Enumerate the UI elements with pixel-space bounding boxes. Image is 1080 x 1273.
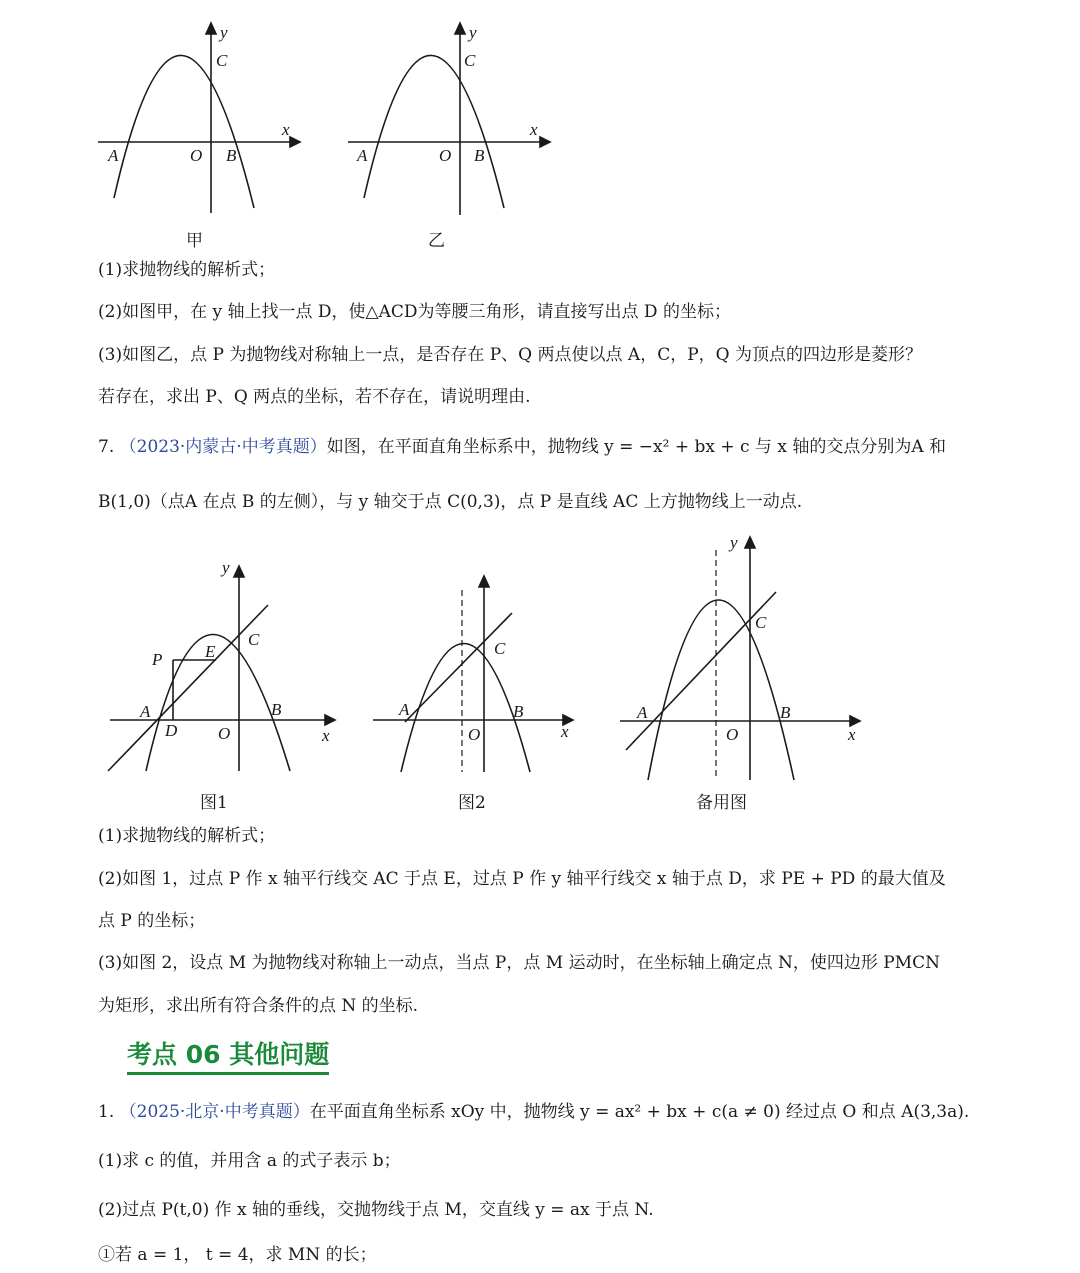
q1-part2-sub1: ①若 a = 1， t = 4，求 MN 的长；	[98, 1245, 377, 1265]
q7-part1: (1)求抛物线的解析式；	[98, 826, 276, 846]
label-O: O	[218, 724, 231, 743]
figure-q7-spare	[610, 530, 870, 782]
parabola	[114, 55, 254, 208]
q6-part3-line1: (3)如图乙，点 P 为抛物线对称轴上一点，是否存在 P、Q 两点使以点 A，C，P，Q 为顶点的四边形是菱形？	[98, 345, 922, 365]
line-AC	[626, 592, 776, 750]
line-AC	[405, 613, 512, 722]
label-C: C	[494, 639, 506, 658]
label-B: B	[226, 146, 237, 165]
label-D: D	[165, 721, 178, 740]
figure-q7-1	[100, 553, 350, 783]
label-y: y	[220, 23, 228, 42]
label-A: A	[140, 702, 151, 721]
label-O: O	[190, 146, 203, 165]
q6-part2: (2)如图甲，在 y 轴上找一点 D，使△ACD为等腰三角形，请直接写出点 D 的坐标；	[98, 302, 731, 322]
q1-number: 1.	[98, 1102, 115, 1122]
label-A: A	[637, 703, 648, 722]
q7-source: （2023·内蒙古·中考真题）	[119, 437, 327, 457]
q7-part2-line2: 点 P 的坐标；	[98, 911, 206, 931]
y-arrow	[479, 576, 489, 587]
parabola	[146, 635, 290, 772]
x-arrow	[325, 715, 335, 725]
caption-fig3: 备用图	[696, 793, 747, 813]
label-y: y	[222, 558, 230, 577]
parabola	[648, 600, 794, 780]
label-B: B	[271, 700, 282, 719]
label-A: A	[399, 700, 410, 719]
q7-number: 7.	[98, 437, 115, 457]
label-C: C	[248, 630, 260, 649]
label-A: A	[357, 146, 368, 165]
q1-part1: (1)求 c 的值，并用含 a 的式子表示 b；	[98, 1151, 401, 1171]
label-O: O	[439, 146, 452, 165]
q1-stem	[98, 1100, 969, 1124]
label-B: B	[513, 702, 524, 721]
x-arrow	[290, 137, 300, 147]
label-C: C	[755, 613, 767, 632]
parabola	[401, 644, 530, 773]
caption-jia: 甲	[186, 231, 203, 251]
y-arrow	[234, 566, 244, 577]
y-arrow	[745, 537, 755, 548]
q1-part2: (2)过点 P(t,0) 作 x 轴的垂线，交抛物线于点 M，交直线 y = ax 于点 N.	[98, 1200, 654, 1220]
figure-q7-2	[365, 570, 585, 775]
q7-stem-line1	[98, 435, 946, 459]
parabola	[364, 55, 504, 208]
line-AC	[108, 605, 268, 771]
label-x: x	[561, 722, 569, 741]
label-O: O	[726, 725, 739, 744]
label-C: C	[464, 51, 476, 70]
label-x: x	[322, 726, 330, 745]
q7-part3-line2: 为矩形，求出所有符合条件的点 N 的坐标.	[98, 996, 419, 1016]
q7-part3-line1: (3)如图 2，设点 M 为抛物线对称轴上一动点，当点 P，点 M 运动时，在坐标轴上确定点 N，使四边形 PMCN	[98, 953, 940, 973]
label-C: C	[216, 51, 228, 70]
figure-jia	[90, 18, 310, 223]
y-arrow	[206, 23, 216, 34]
label-A: A	[108, 146, 119, 165]
q6-part1: (1)求抛物线的解析式；	[98, 260, 276, 280]
caption-yi: 乙	[428, 231, 445, 251]
y-arrow	[455, 23, 465, 34]
label-x: x	[530, 120, 538, 139]
label-P: P	[152, 650, 163, 669]
label-O: O	[468, 725, 481, 744]
label-B: B	[780, 703, 791, 722]
caption-fig1: 图1	[200, 793, 228, 813]
label-x: x	[282, 120, 290, 139]
q7-part2-line1: (2)如图 1，过点 P 作 x 轴平行线交 AC 于点 E，过点 P 作 y 轴平行线交 x 轴于点 D，求 PE + PD 的最大值及	[98, 869, 946, 889]
q6-part3-line2: 若存在，求出 P、Q 两点的坐标，若不存在，请说明理由.	[98, 387, 531, 407]
q1-stem-text: 在平面直角坐标系 xOy 中，抛物线 y = ax² + bx + c(a ≠ 0) 经过点 O 和点 A(3,3a).	[309, 1102, 970, 1122]
q1-source: （2025·北京·中考真题）	[119, 1102, 310, 1122]
label-x: x	[848, 725, 856, 744]
figure-yi	[340, 18, 560, 223]
label-B: B	[474, 146, 485, 165]
caption-fig2: 图2	[458, 793, 486, 813]
section-heading: 考点 06 其他问题	[127, 1038, 329, 1075]
x-arrow	[540, 137, 550, 147]
label-y: y	[469, 23, 477, 42]
q7-stem-text: 如图，在平面直角坐标系中，抛物线 y = −x² + bx + c 与 x 轴的交点分别为A 和	[326, 437, 946, 457]
label-y: y	[730, 533, 738, 552]
q7-stem-line2: B(1,0)（点A 在点 B 的左侧），与 y 轴交于点 C(0,3)，点 P 是直线 AC 上方抛物线上一动点.	[98, 492, 803, 512]
label-E: E	[205, 642, 216, 661]
